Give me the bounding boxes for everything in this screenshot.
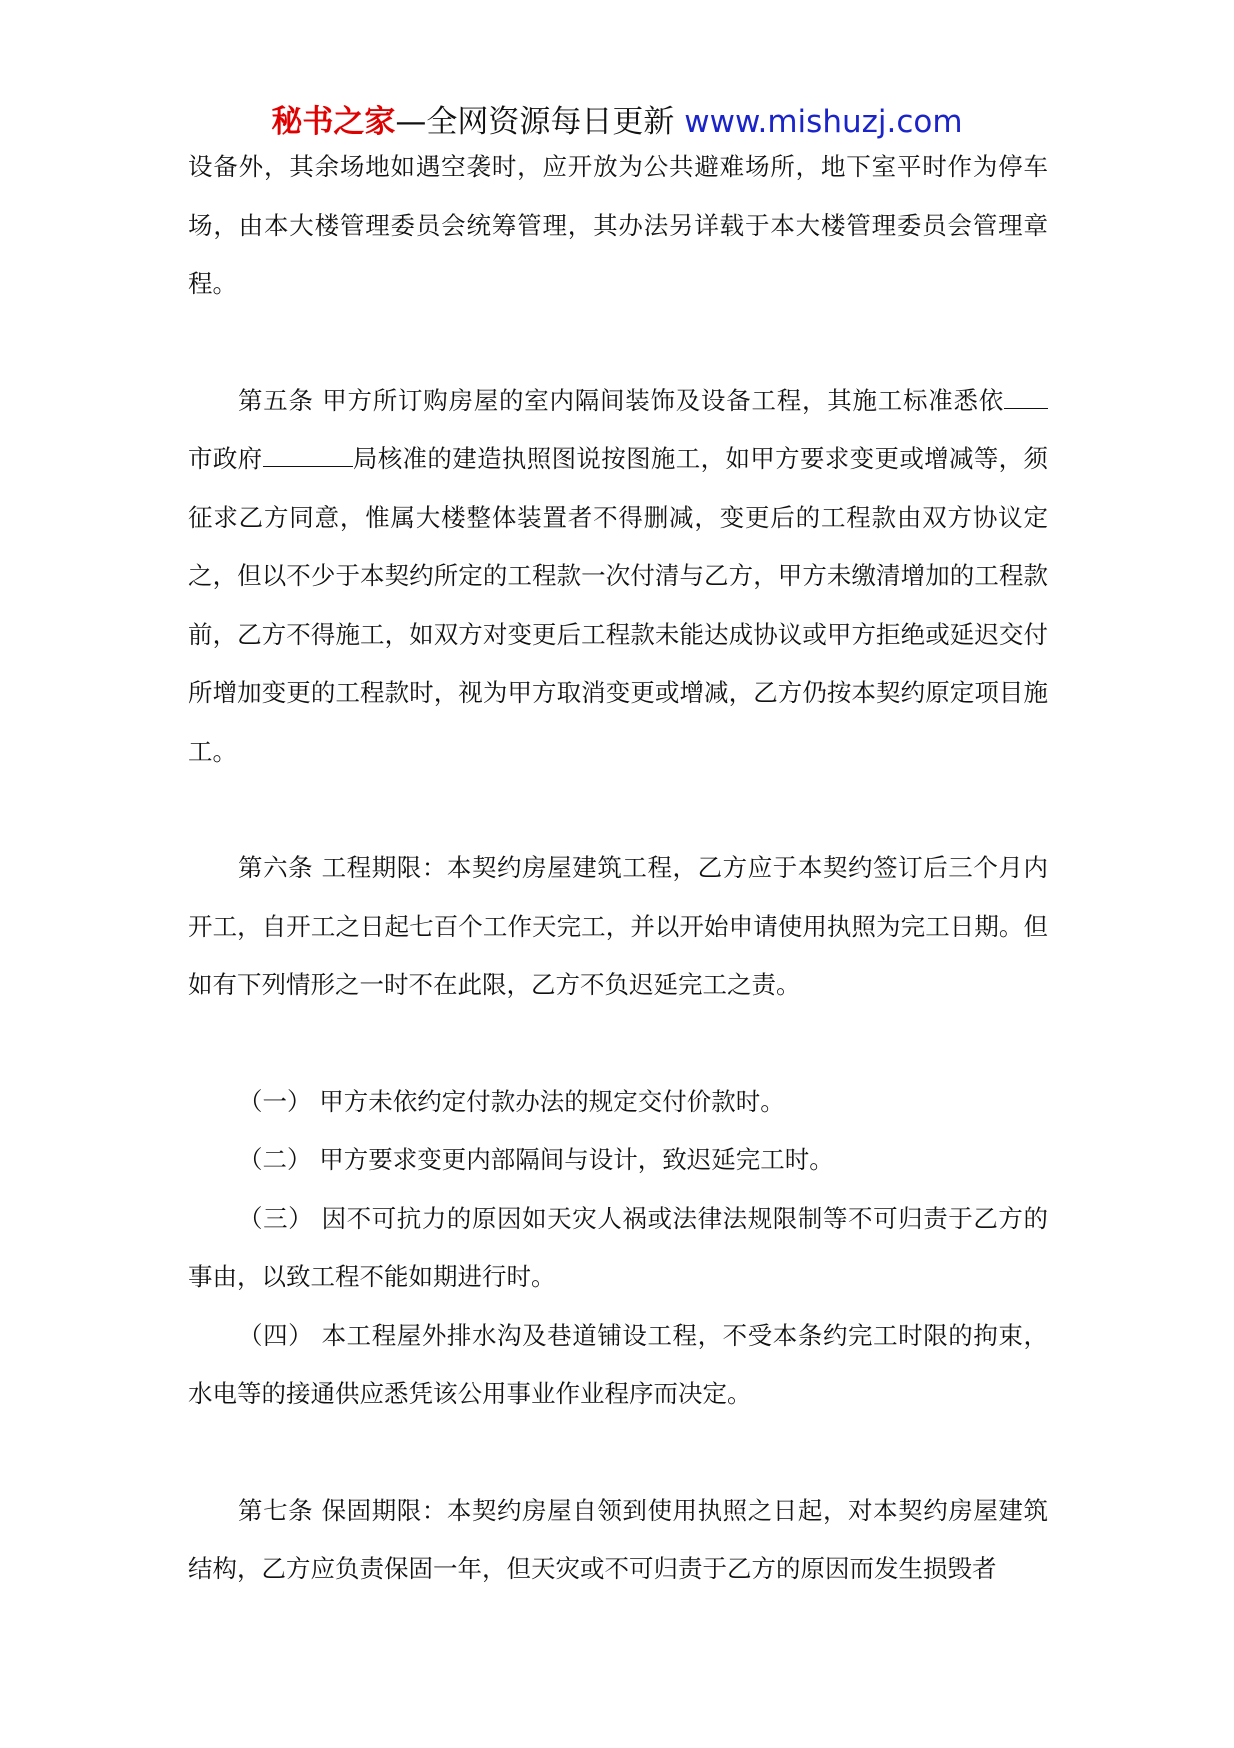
article-5 [188, 372, 1048, 782]
article-5-text-c: 局核准的建造执照图说按图施工，如甲方要求变更或增减等，须征求乙方同意，惟属大楼整体装置者不得删减，变更后的工程款由双方协议定之，但以不少于本契约所定的工程款一次付清与乙方，甲方未缴清增加的工程款前，乙方不得施工，如双方对变更后工程款未能达成协议或甲方拒绝或延迟交付所增加变更的工程款时，视为甲方取消变更或增减，乙方仍按本契约原定项目施工。 [188, 444, 1049, 766]
article-5-text-b: 市政府 [188, 444, 263, 473]
blank-line [263, 444, 353, 467]
header-tagline: —全网资源每日更新 [395, 104, 675, 140]
header-url: www.mishuzj.com [684, 104, 963, 140]
document-body [188, 138, 1048, 1599]
article-5-text-a: 第五条 甲方所订购房屋的室内隔间装饰及设备工程，其施工标准悉依 [238, 385, 1004, 415]
list-item-3: （三） 因不可抗力的原因如天灾人祸或法律法规限制等不可归责于乙方的事由，以致工程不能如期进行时。 [188, 1203, 1048, 1291]
list-item-1: （一） 甲方未依约定付款办法的规定交付价款时。 [238, 1086, 785, 1116]
article-7: 第七条 保固期限：本契约房屋自领到使用执照之日起，对本契约房屋建筑结构，乙方应负责保固一年，但天灾或不可归责于乙方的原因而发生损毁者 [188, 1495, 1048, 1583]
list-item-2: （二） 甲方要求变更内部隔间与设计，致迟延完工时。 [238, 1145, 834, 1174]
paragraph-continued: 设备外，其余场地如遇空袭时，应开放为公共避难场所，地下室平时作为停车场，由本大楼管理委员会统筹管理，其办法另详载于本大楼管理委员会管理章程。 [188, 152, 1048, 298]
article-6: 第六条 工程期限：本契约房屋建筑工程，乙方应于本契约签订后三个月内开工，自开工之日起七百个工作天完工，并以开始申请使用执照为完工日期。但如有下列情形之一时不在此限，乙方不负迟延完工之责。 [188, 853, 1048, 999]
brand-name: 秘书之家 [271, 104, 396, 140]
blank-line [1004, 386, 1048, 409]
list-item-4: （四） 本工程屋外排水沟及巷道铺设工程，不受本条约完工时限的拘束，水电等的接通供应悉凭该公用事业作业程序而决定。 [188, 1320, 1048, 1408]
